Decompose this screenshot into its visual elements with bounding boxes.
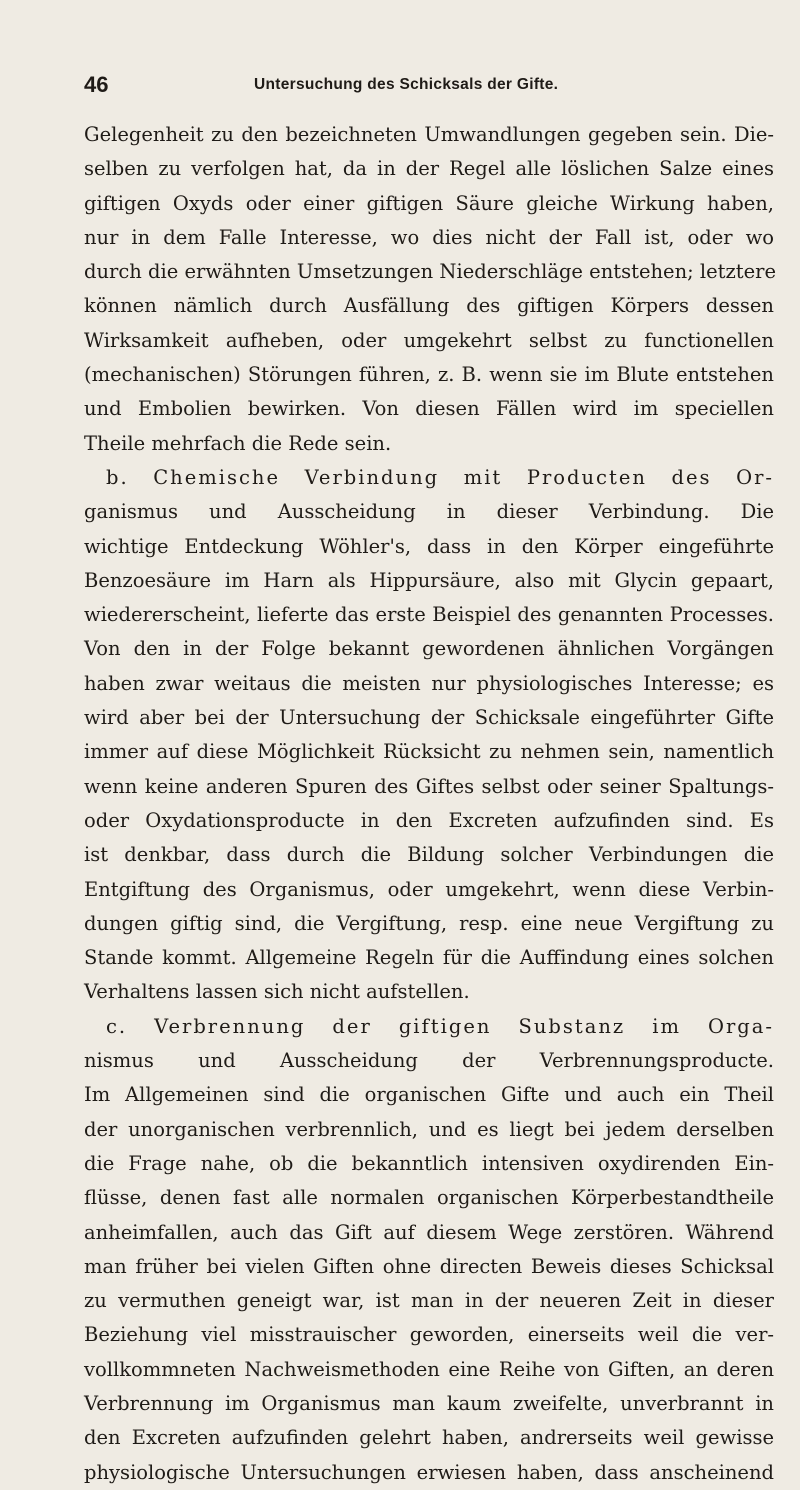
text-line: nur in dem Falle Interesse, wo dies nicht der Fall ist, oder wo [84,225,774,249]
text-line: (mechanischen) Störungen führen, z. B. wenn sie im Blute entstehen [84,363,774,387]
text-line: Wirksamkeit aufheben, oder umgekehrt selbst zu functionellen [84,328,774,352]
text-line: die Frage nahe, ob die bekanntlich intensiven oxydirenden Ein- [84,1151,774,1175]
text-line: Von den in der Folge bekannt gewordenen ähnlichen Vorgängen [84,637,774,661]
text-line: flüsse, denen fast alle normalen organischen Körperbestandtheile [84,1186,774,1210]
text-line: Benzoesäure im Harn als Hippursäure, also mit Glycin gepaart, [84,568,774,592]
text-line: der unorganischen verbrennlich, und es liegt bei jedem derselben [84,1117,774,1141]
text-line: vollkommneten Nachweismethoden eine Reihe von Giften, an deren [84,1357,774,1381]
text-line: Gelegenheit zu den bezeichneten Umwandlungen gegeben sein. Die- [84,123,774,146]
text-line: Beziehung viel misstrauischer geworden, einerseits weil die ver- [84,1323,774,1347]
text-line: wenn keine anderen Spuren des Giftes selbst oder seiner Spaltungs- [84,774,774,798]
text-line: Theile mehrfach die Rede sein. [84,431,392,455]
text-line: anheimfallen, auch das Gift auf diesem Wege zerstören. Während [84,1220,774,1244]
section-heading-line: ganismus und Ausscheidung in dieser Verbindung. Die [84,500,774,524]
text-line: ist denkbar, dass durch die Bildung solcher Verbindungen die [84,843,774,867]
page-header [84,72,764,102]
section-heading-line: b. Chemische Verbindung mit Producten des Or- [106,465,774,489]
text-line: man früher bei vielen Giften ohne directen Beweis dieses Schicksal [84,1254,774,1278]
page-number: 46 [84,72,109,97]
text-line: dungen giftig sind, die Vergiftung, resp. eine neue Vergiftung zu [84,911,774,935]
text-line: selben zu verfolgen hat, da in der Regel alle löslichen Salze eines [84,157,774,181]
text-line: Stande kommt. Allgemeine Regeln für die Auffindung eines solchen [84,946,774,970]
text-line: durch die erwähnten Umsetzungen Niederschläge entstehen; letztere [84,260,777,284]
text-line: physiologische Untersuchungen erwiesen haben, dass anscheinend [84,1460,774,1484]
text-line: Im Allgemeinen sind die organischen Gifte und auch ein Theil [84,1083,774,1107]
text-line: Verhaltens lassen sich nicht aufstellen. [84,980,470,1004]
text-line: und Embolien bewirken. Von diesen Fällen wird im speciellen [84,397,774,421]
text-line: wichtige Entdeckung Wöhler's, dass in den Körper eingeführte [84,534,774,558]
text-line: Verbrennung im Organismus man kaum zweifelte, unverbrannt in [84,1391,774,1415]
section-heading-line: nismus und Ausscheidung der Verbrennungsproducte. [84,1049,774,1073]
text-line: immer auf diese Möglichkeit Rücksicht zu nehmen sein, namentlich [84,740,774,764]
text-line: Entgiftung des Organismus, oder umgekehrt, wenn diese Verbin- [84,877,774,901]
text-line: zu vermuthen geneigt war, ist man in der neueren Zeit in dieser [84,1289,774,1313]
text-line: wiedererscheint, lieferte das erste Beispiel des genannten Processes. [84,603,774,627]
running-head: Untersuchung des Schicksals der Gifte. [254,76,559,93]
text-line: den Excreten aufzufinden gelehrt haben, andrerseits weil gewisse [84,1426,774,1450]
text-line: giftigen Oxyds oder einer giftigen Säure gleiche Wirkung haben, [84,191,774,215]
text-line: können nämlich durch Ausfällung des giftigen Körpers dessen [84,294,774,318]
text-line: oder Oxydationsproducte in den Excreten aufzufinden sind. Es [84,808,774,832]
body-text [84,118,777,1490]
text-line: haben zwar weitaus die meisten nur physiologisches Interesse; es [84,671,774,695]
section-heading-line: c. Verbrennung der giftigen Substanz im Orga- [106,1014,774,1038]
text-line: wird aber bei der Untersuchung der Schicksale eingeführter Gifte [84,706,774,730]
